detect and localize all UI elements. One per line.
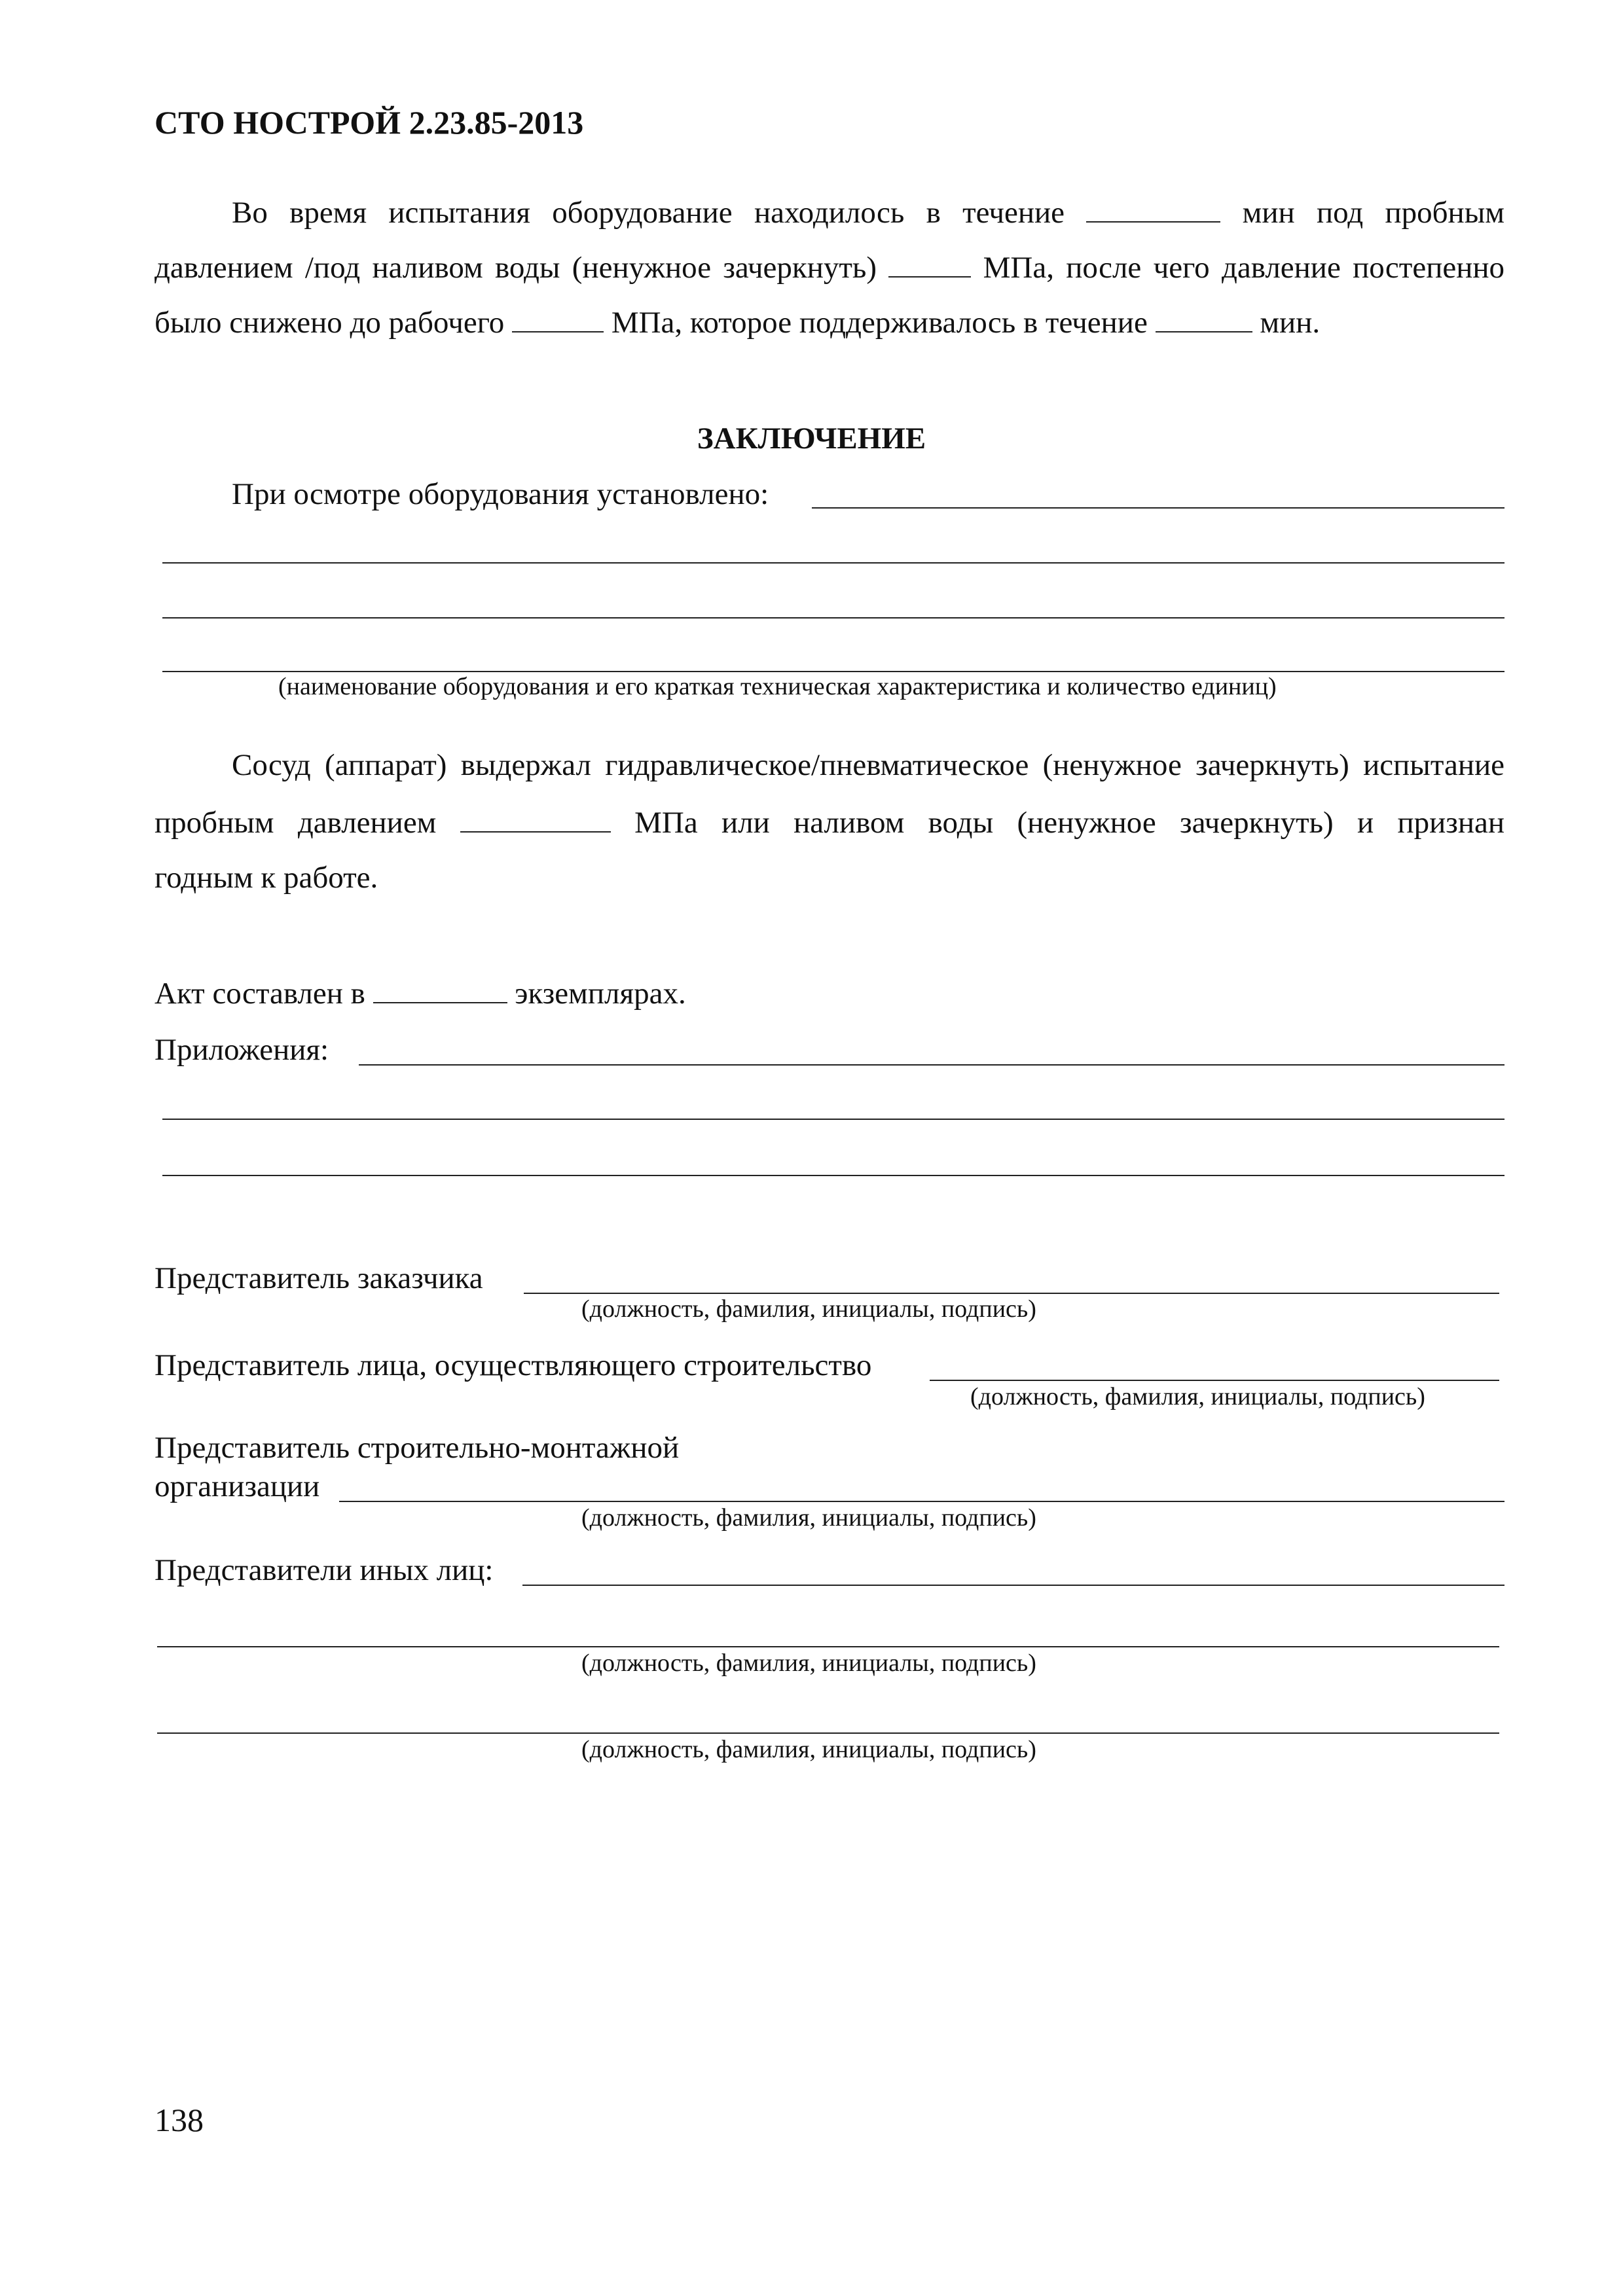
- installer-rep-caption: (должность, фамилия, инициалы, подпись): [581, 1504, 1036, 1532]
- builder-rep-caption: (должность, фамилия, инициалы, подпись): [970, 1383, 1425, 1410]
- test-text-1a: Во время испытания оборудование находилось в течение: [232, 196, 1065, 230]
- test-pressure-blank[interactable]: [888, 251, 971, 278]
- installer-rep-label-line-2: организации: [155, 1469, 320, 1503]
- builder-rep-signature-line[interactable]: [930, 1380, 1499, 1381]
- trial-pressure-blank[interactable]: [460, 806, 611, 833]
- attachments-field-line-2[interactable]: [162, 1119, 1504, 1120]
- others-rep-signature-line-3[interactable]: [157, 1732, 1499, 1734]
- vessel-paragraph-line-3: годным к работе.: [155, 861, 378, 895]
- inspection-caption: (наименование оборудования и его краткая техническая характеристика и количество единиц): [278, 673, 1277, 700]
- test-paragraph-line-1: [155, 194, 1504, 231]
- attachments-field-line-1[interactable]: [359, 1064, 1504, 1066]
- inspection-field-line-3[interactable]: [162, 617, 1504, 619]
- page-number: 138: [155, 2102, 204, 2138]
- vessel-text-2b: МПа или наливом воды (ненужное зачеркнуть) и признан: [634, 806, 1505, 840]
- customer-rep-label: Представитель заказчика: [155, 1261, 483, 1295]
- test-text-3c: мин.: [1260, 306, 1321, 340]
- test-text-2b: МПа, после чего давление постепенно: [983, 251, 1505, 285]
- others-rep-signature-line-2[interactable]: [157, 1646, 1499, 1647]
- installer-rep-signature-line[interactable]: [339, 1501, 1504, 1502]
- conclusion-heading: ЗАКЛЮЧЕНИЕ: [697, 422, 926, 456]
- copies-text-before: Акт составлен в: [155, 977, 365, 1011]
- inspection-label: При осмотре оборудования установлено:: [232, 477, 769, 511]
- vessel-paragraph-line-1: [155, 747, 1504, 783]
- customer-rep-caption: (должность, фамилия, инициалы, подпись): [581, 1295, 1036, 1323]
- test-text-1b: мин под пробным: [1242, 196, 1505, 230]
- copies-text-after: экземплярах.: [515, 977, 686, 1011]
- copies-line: [155, 975, 686, 1012]
- builder-rep-label: Представитель лица, осуществляющего строительство: [155, 1348, 872, 1382]
- test-paragraph-line-2: [155, 249, 1504, 286]
- test-paragraph-line-3: [155, 304, 1320, 341]
- attachments-field-line-3[interactable]: [162, 1175, 1504, 1176]
- attachments-label: Приложения:: [155, 1033, 329, 1067]
- test-text-2a: давлением /под наливом воды (ненужное зачеркнуть): [155, 251, 877, 285]
- test-text-3b: МПа, которое поддерживалось в течение: [611, 306, 1148, 340]
- working-pressure-blank[interactable]: [512, 306, 604, 332]
- document-code: СТО НОСТРОЙ 2.23.85-2013: [155, 104, 584, 141]
- others-rep-caption-2: (должность, фамилия, инициалы, подпись): [581, 1736, 1036, 1763]
- others-rep-signature-line-1[interactable]: [522, 1585, 1504, 1586]
- others-rep-label: Представители иных лиц:: [155, 1553, 494, 1587]
- test-text-3a: было снижено до рабочего: [155, 306, 505, 340]
- installer-rep-label-line-1: Представитель строительно-монтажной: [155, 1431, 680, 1465]
- test-duration-blank[interactable]: [1086, 196, 1220, 223]
- vessel-paragraph-line-2: [155, 804, 1504, 841]
- others-rep-caption-1: (должность, фамилия, инициалы, подпись): [581, 1649, 1036, 1677]
- holding-time-blank[interactable]: [1156, 306, 1252, 332]
- inspection-field-line-1[interactable]: [812, 507, 1504, 509]
- customer-rep-signature-line[interactable]: [524, 1293, 1499, 1294]
- vessel-text-1: Сосуд (аппарат) выдержал гидравлическое/пневматическое (ненужное зачеркнуть) испытание: [232, 748, 1504, 782]
- vessel-text-2a: пробным давлением: [155, 806, 437, 840]
- copies-count-blank[interactable]: [373, 977, 507, 1003]
- inspection-field-line-2[interactable]: [162, 562, 1504, 564]
